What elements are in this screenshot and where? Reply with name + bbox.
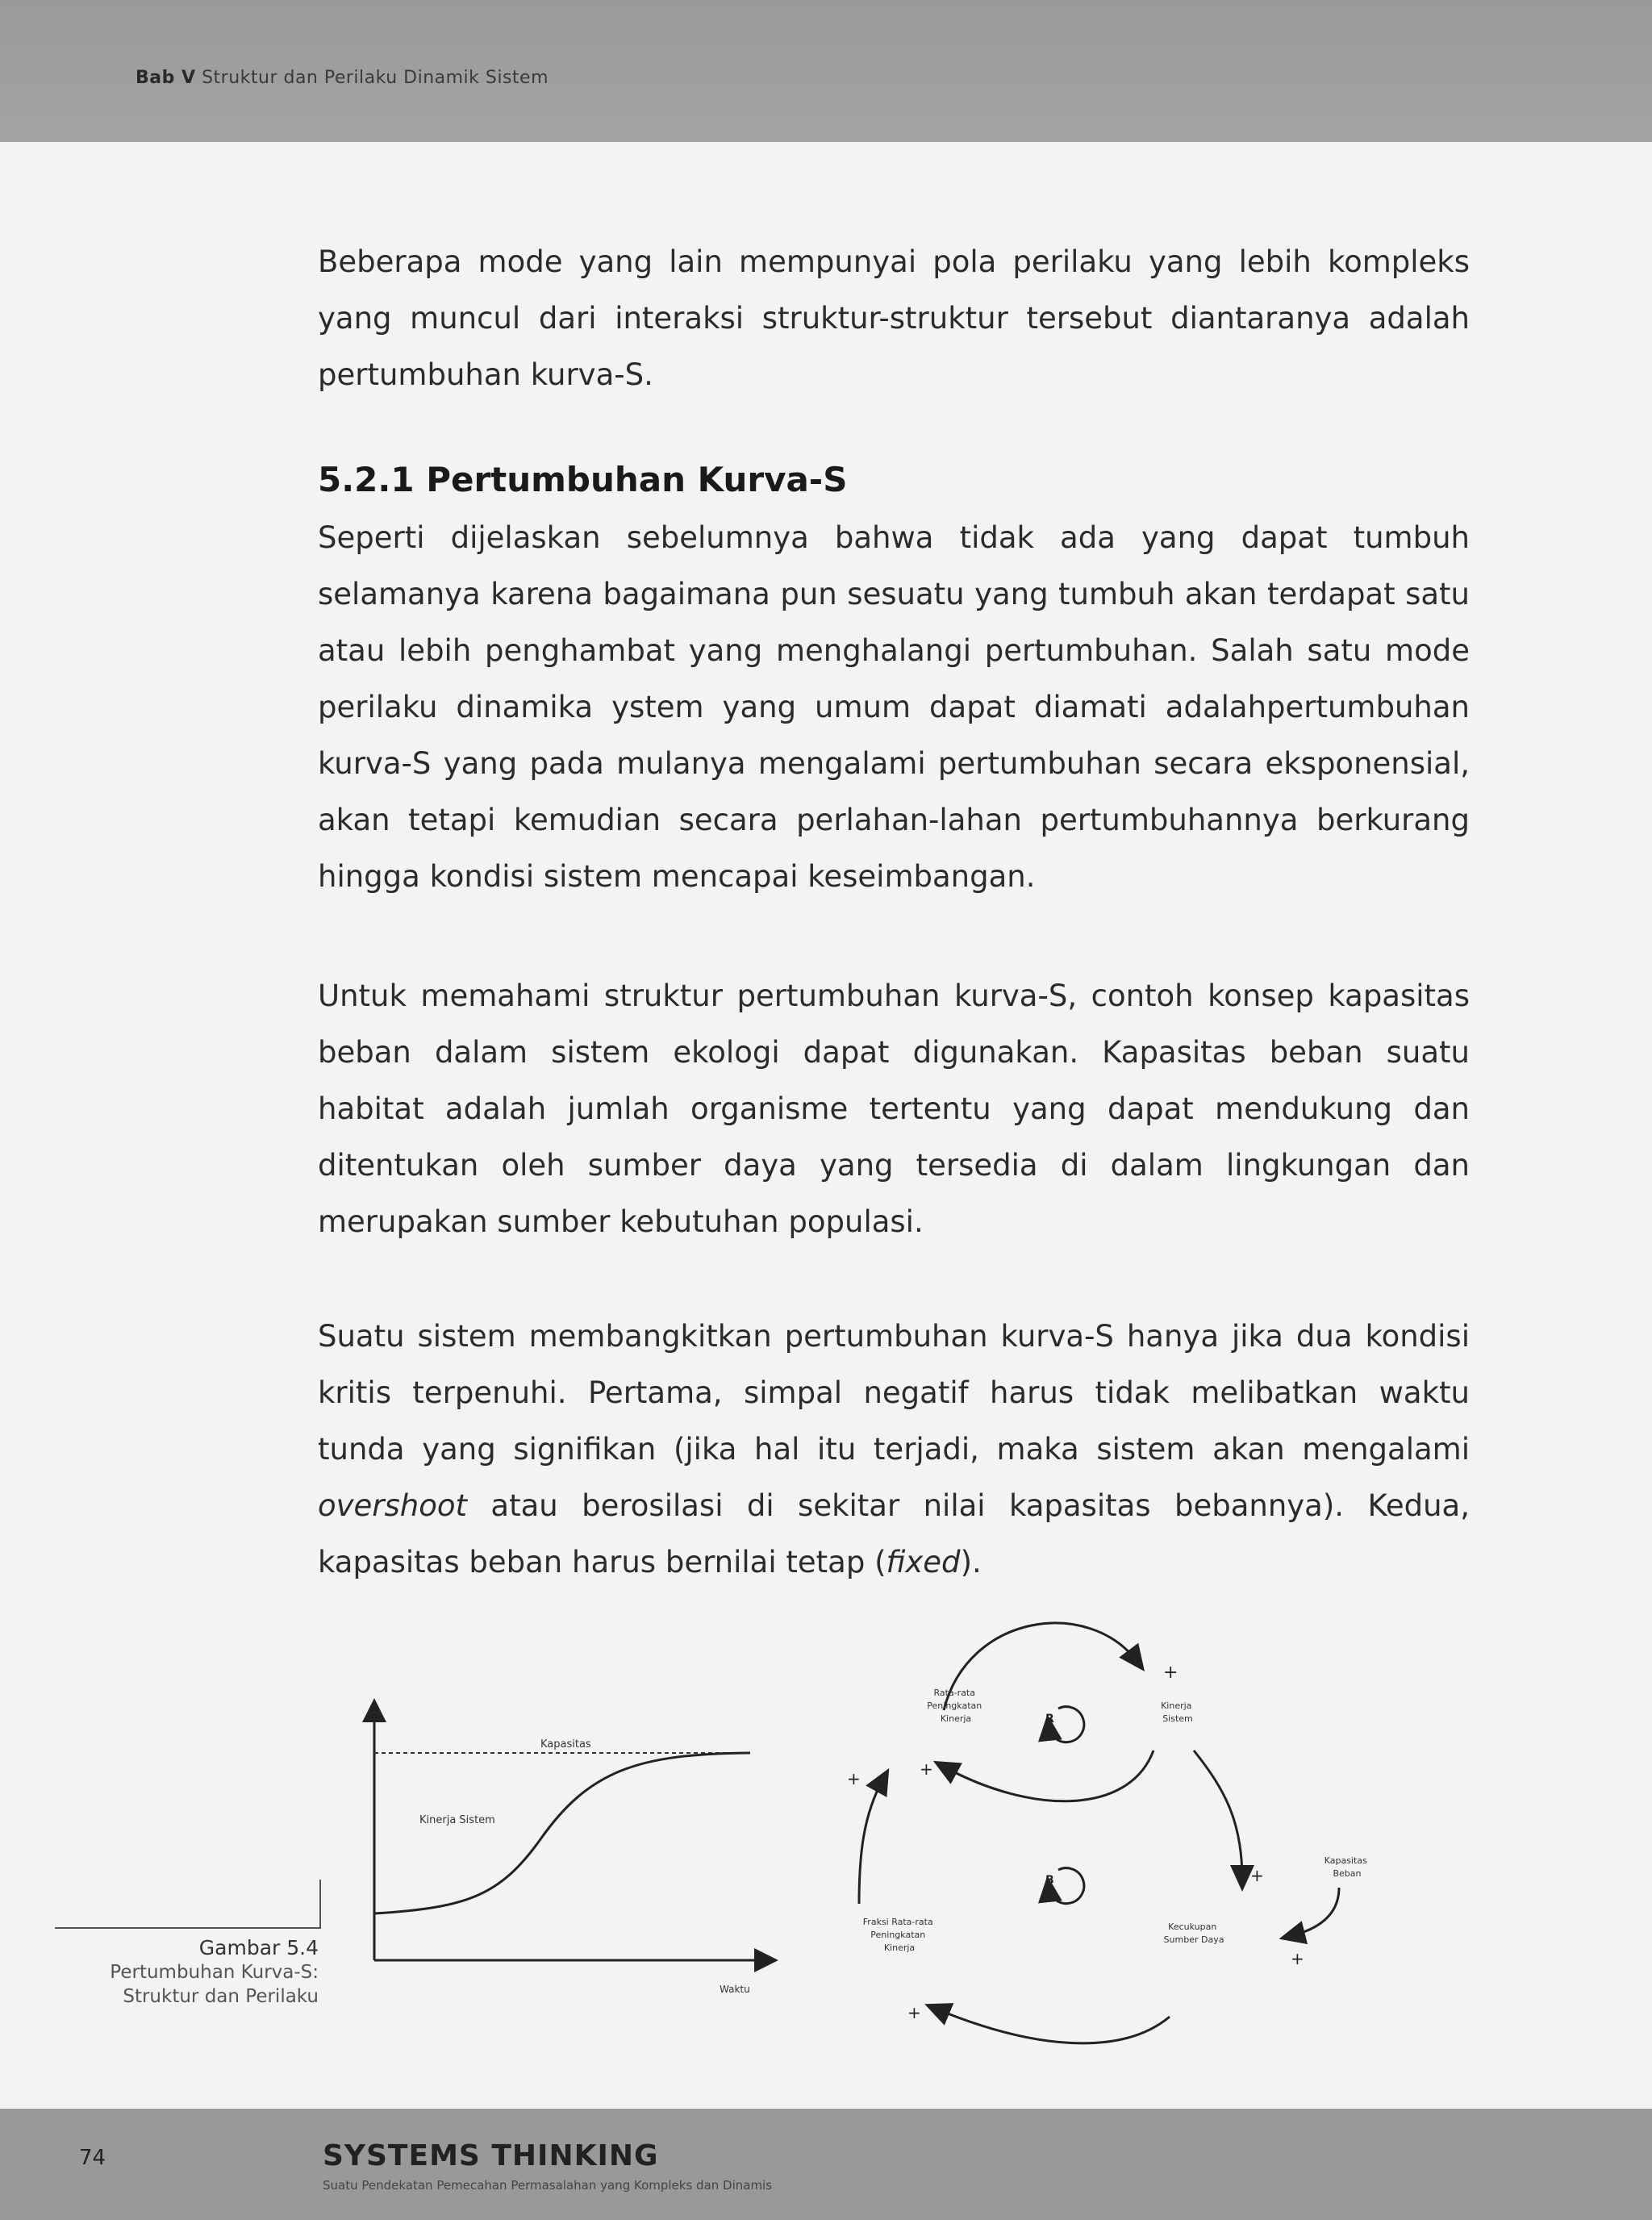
arrow-capacity-to-adequacy <box>1291 1888 1339 1936</box>
paragraph-3-part-3: ). <box>960 1545 982 1579</box>
loop-r-label: R <box>1045 1713 1054 1726</box>
footer-bar <box>0 2109 1652 2220</box>
node-capacity <box>1325 1855 1370 1879</box>
node-performance-line-2: Sistem <box>1162 1713 1193 1724</box>
polarity-plus-4: + <box>1291 1949 1304 1968</box>
caption-line-2: Struktur dan Perilaku <box>123 1986 319 2007</box>
x-axis-label: Waktu <box>720 1984 750 1995</box>
node-fraction <box>863 1917 936 1953</box>
page-number: 74 <box>79 2146 106 2170</box>
node-fraction-line-3: Kinerja <box>883 1942 916 1953</box>
node-performance-line-1: Kinerja <box>1161 1700 1192 1711</box>
polarity-plus-2: + <box>920 1759 933 1779</box>
node-fraction-line-1: Fraksi Rata-rata <box>862 1917 933 1927</box>
causal-loop-diagram <box>815 1605 1428 2057</box>
paragraph-2: Untuk memahami struktur pertumbuhan kurva-S, contoh konsep kapasitas beban dalam sistem ekologi dapat digunakan. Kapasitas beban suatu habitat adalah jumlah organisme tertentu yang dapat mendukung dan ditentukan oleh sumber daya yang tersedia di dalam lingkungan dan merupakan sumber kebutuhan populasi. <box>318 979 1470 1239</box>
paragraph-1: Seperti dijelaskan sebelumnya bahwa tidak ada yang dapat tumbuh selamanya karena bagaimana pun sesuatu yang tumbuh akan terdapat satu atau lebih penghambat yang menghalangi pertumbuhan. Salah satu mode perilaku dinamika ystem yang umum dapat diamati adalahpertumbuhan kurva-S yang pada mulanya mengalami pertumbuhan secara eksponensial, akan tetapi kemudian secara perlahan-lahan pertumbuhannya berkurang hingga kondisi sistem mencapai keseimbangan. <box>318 520 1470 894</box>
paragraph-3-part-2: atau berosilasi di sekitar nilai kapasitas bebannya). Kedua, kapasitas beban harus bernilai tetap ( <box>318 1488 1470 1579</box>
node-rate-line-2: Peningkatan <box>927 1700 982 1711</box>
intro-paragraph: Beberapa mode yang lain mempunyai pola perilaku yang lebih kompleks yang muncul dari interaksi struktur-struktur tersebut diantaranya adalah pertumbuhan kurva-S. <box>318 244 1470 392</box>
caption-label: Gambar 5.4 <box>198 1936 319 1959</box>
section-heading: 5.2.1 Pertumbuhan Kurva-S <box>318 460 848 499</box>
chapter-label: Bab V <box>136 68 196 88</box>
node-capacity-line-1: Kapasitas <box>1324 1855 1367 1866</box>
node-fraction-line-2: Peningkatan <box>870 1930 926 1940</box>
overshoot-term: overshoot <box>318 1488 468 1523</box>
arrow-performance-to-rate <box>944 1751 1153 1801</box>
node-adequacy <box>1164 1922 1224 1945</box>
polarity-plus-3: + <box>1250 1866 1264 1885</box>
polarity-plus-1: + <box>1163 1663 1179 1683</box>
node-capacity-line-2: Beban <box>1333 1868 1362 1879</box>
node-adequacy-line-2: Sumber Daya <box>1163 1934 1224 1945</box>
running-header <box>136 68 549 88</box>
paragraph-3 <box>318 1308 1470 1591</box>
figure-caption <box>48 1936 319 2009</box>
fixed-term: fixed <box>886 1545 961 1579</box>
caption-rule <box>55 1927 321 1929</box>
node-rate-line-3: Kinerja <box>940 1713 972 1724</box>
loop-b-label: B <box>1045 1874 1054 1887</box>
book-title: SYSTEMS THINKING <box>323 2139 659 2172</box>
s-curve <box>374 1753 750 1913</box>
node-rate <box>927 1688 984 1724</box>
caption-line-1: Pertumbuhan Kurva-S: <box>110 1962 319 1983</box>
book-subtitle: Suatu Pendekatan Pemecahan Permasalahan yang Kompleks dan Dinamis <box>323 2178 773 2193</box>
arrow-performance-to-adequacy <box>1194 1751 1242 1880</box>
s-curve-graph <box>347 1694 799 2001</box>
arrow-adequacy-to-fraction <box>936 2009 1170 2043</box>
node-adequacy-line-1: Kecukupan <box>1168 1922 1217 1932</box>
paragraph-3-part-1: Suatu sistem membangkitkan pertumbuhan kurva-S hanya jika dua kondisi kritis terpenuhi. Pertama, simpal negatif harus tidak melibatkan waktu tunda yang signifikan (jika hal itu terjadi, maka sistem akan mengalami <box>318 1319 1470 1467</box>
node-performance <box>1161 1700 1195 1724</box>
caption-rule-vertical <box>319 1880 321 1928</box>
chapter-title: Struktur dan Perilaku Dinamik Sistem <box>202 68 549 88</box>
polarity-plus-5: + <box>907 2003 921 2022</box>
capacity-label: Kapasitas <box>540 1738 591 1751</box>
polarity-plus-6: + <box>847 1769 861 1788</box>
arrow-fraction-to-rate <box>859 1779 883 1904</box>
curve-label: Kinerja Sistem <box>419 1814 495 1826</box>
node-rate-line-1: Rata-rata <box>933 1688 975 1698</box>
